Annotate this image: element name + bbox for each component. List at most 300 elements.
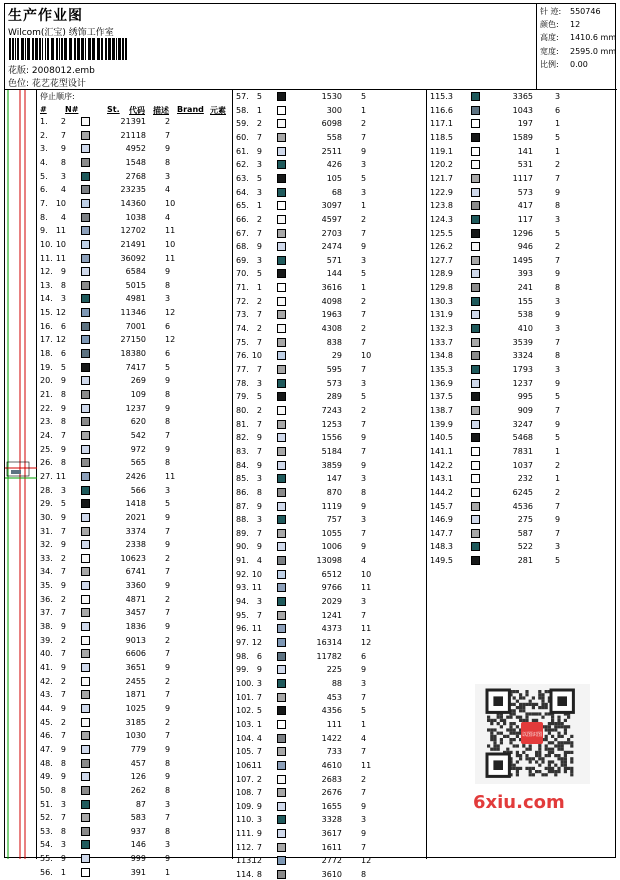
needle-number: 8 <box>447 283 453 293</box>
watermark-site: 6xiu.com <box>473 792 565 813</box>
needle-number: 12 <box>251 856 262 866</box>
color-swatch <box>81 199 90 208</box>
needle-number: 7 <box>60 430 66 440</box>
stitch-count: 2683 <box>321 774 342 784</box>
needle-number: 5 <box>60 362 66 372</box>
stop-index: 29. <box>40 499 53 509</box>
stop-index: 26. <box>40 458 53 468</box>
needle-number: 8 <box>60 157 66 167</box>
color-swatch <box>471 447 480 456</box>
stitch-count: 2029 <box>321 597 342 607</box>
needle-number: 8 <box>60 458 66 468</box>
stop-index: 1. <box>40 117 48 126</box>
needle-number: 10 <box>251 569 262 579</box>
color-code: 3 <box>555 542 561 552</box>
stop-index: 121. <box>430 173 448 183</box>
table-row <box>233 623 426 634</box>
color-code: 7 <box>165 430 171 440</box>
table-row <box>427 323 617 334</box>
stitch-count: 573 <box>326 378 342 388</box>
table-row <box>233 228 426 239</box>
stitch-count: 12702 <box>120 226 146 236</box>
table-row <box>233 569 426 580</box>
table-row <box>233 733 426 744</box>
color-swatch <box>277 201 286 210</box>
color-code: 7 <box>361 747 367 757</box>
needle-number: 7 <box>256 365 262 374</box>
color-swatch <box>81 581 90 590</box>
color-code: 5 <box>555 433 561 443</box>
stitches-row <box>540 5 617 18</box>
color-code: 7 <box>361 419 367 429</box>
needle-number: 2 <box>256 324 262 334</box>
color-code: 1 <box>361 283 367 293</box>
stitch-count: 4981 <box>125 294 146 304</box>
needle-number: 1 <box>256 105 262 115</box>
table-row <box>427 419 617 430</box>
color-code: 7 <box>165 649 171 659</box>
table-row <box>233 187 426 198</box>
stop-index: 31. <box>40 526 53 536</box>
stitch-count: 3328 <box>321 815 342 825</box>
color-code: 9 <box>555 419 561 429</box>
needle-number: 9 <box>447 310 453 320</box>
stitch-count: 1237 <box>125 403 146 413</box>
needle-number: 4 <box>60 185 66 195</box>
table-row <box>37 566 232 577</box>
stop-index: 143. <box>430 474 448 484</box>
table-row <box>233 842 426 853</box>
needle-number: 3 <box>447 542 453 552</box>
color-swatch <box>471 106 480 115</box>
color-swatch <box>81 677 90 686</box>
stop-index: 40. <box>40 649 53 659</box>
stitch-count: 117 <box>517 214 533 224</box>
stop-index: 102. <box>236 706 254 716</box>
table-row <box>37 157 232 168</box>
stop-index: 91. <box>236 556 249 566</box>
studio-name: Wilcom(汇宝) 绣饰工作室 <box>8 28 114 38</box>
table-row <box>37 662 232 673</box>
color-swatch <box>81 335 90 344</box>
stop-index: 35. <box>40 581 53 591</box>
color-code: 11 <box>165 471 176 481</box>
color-swatch <box>81 226 90 235</box>
color-code: 9 <box>361 146 367 156</box>
color-code: 1 <box>361 719 367 729</box>
stitch-count: 1253 <box>321 419 342 429</box>
color-code: 10 <box>361 351 372 361</box>
color-code: 6 <box>165 321 171 331</box>
color-code: 5 <box>361 706 367 716</box>
color-swatch <box>81 636 90 645</box>
color-code: 1 <box>555 474 561 484</box>
table-row <box>37 130 232 141</box>
color-swatch <box>277 379 286 388</box>
width-label: 宽度: <box>540 46 559 56</box>
header-brand: Brand <box>177 105 204 114</box>
color-swatch <box>277 147 286 156</box>
color-code: 7 <box>165 608 171 618</box>
color-swatch <box>277 283 286 292</box>
color-code: 7 <box>361 310 367 320</box>
color-swatch <box>277 256 286 265</box>
needle-number: 12 <box>55 308 66 318</box>
color-swatch <box>81 486 90 495</box>
stitch-count: 3539 <box>512 337 533 347</box>
color-code: 7 <box>361 132 367 142</box>
color-code: 3 <box>361 597 367 607</box>
stitch-count: 10623 <box>120 553 146 563</box>
color-swatch <box>81 608 90 617</box>
stop-index: 93. <box>236 583 249 593</box>
color-code: 7 <box>555 501 561 511</box>
stitch-count: 1530 <box>321 92 342 101</box>
table-row <box>37 607 232 618</box>
stop-index: 49. <box>40 772 53 782</box>
table-row <box>233 637 426 648</box>
color-swatch <box>81 622 90 631</box>
color-code: 9 <box>361 460 367 470</box>
color-code: 8 <box>361 870 367 880</box>
needle-number: 9 <box>60 512 66 522</box>
stitch-count: 5468 <box>512 433 533 443</box>
stop-index: 142. <box>430 460 448 470</box>
table-row <box>233 528 426 539</box>
stop-index: 69. <box>236 255 249 265</box>
needle-number: 7 <box>447 501 453 511</box>
color-code: 6 <box>165 349 171 359</box>
stitch-count: 147 <box>326 474 342 484</box>
stitch-count: 232 <box>517 474 533 484</box>
color-swatch <box>471 433 480 442</box>
stitch-count: 5015 <box>125 280 146 290</box>
needle-number: 4 <box>60 212 66 222</box>
needle-number: 5 <box>60 499 66 509</box>
stop-index: 115. <box>430 92 448 101</box>
stop-index: 86. <box>236 487 249 497</box>
color-swatch <box>471 379 480 388</box>
needle-number: 9 <box>447 269 453 279</box>
color-swatch <box>81 663 90 672</box>
needle-number: 2 <box>447 460 453 470</box>
color-swatch <box>277 870 286 879</box>
needle-number: 3 <box>60 294 66 304</box>
stop-index: 122. <box>430 187 448 197</box>
table-row <box>37 253 232 264</box>
color-swatch <box>471 297 480 306</box>
needle-number: 1 <box>447 446 453 456</box>
color-code: 4 <box>361 556 367 566</box>
stitch-count: 583 <box>130 813 146 823</box>
color-swatch <box>277 815 286 824</box>
table-row <box>427 378 617 389</box>
stitch-count: 6741 <box>125 567 146 577</box>
color-code: 8 <box>555 351 561 361</box>
color-code: 5 <box>361 392 367 402</box>
needle-number: 9 <box>60 403 66 413</box>
color-swatch <box>81 431 90 440</box>
stitch-count: 1963 <box>321 310 342 320</box>
stop-index: 68. <box>236 242 249 252</box>
stitch-count: 573 <box>517 187 533 197</box>
stitch-count: 1043 <box>512 105 533 115</box>
stitch-count: 4597 <box>321 214 342 224</box>
color-code: 8 <box>361 487 367 497</box>
color-swatch <box>471 133 480 142</box>
color-swatch <box>81 813 90 822</box>
table-row <box>37 348 232 359</box>
scale-value: 0.00 <box>570 59 588 69</box>
stop-index: 11. <box>40 253 53 263</box>
stitch-count: 126 <box>130 772 146 782</box>
stitch-count: 269 <box>130 376 146 386</box>
stitch-count: 558 <box>326 132 342 142</box>
color-code: 11 <box>361 624 372 634</box>
color-code: 9 <box>165 581 171 591</box>
stitch-count: 7243 <box>321 405 342 415</box>
table-row <box>427 159 617 170</box>
table-row <box>427 555 617 566</box>
color-swatch <box>277 324 286 333</box>
color-swatch <box>81 800 90 809</box>
table-row <box>37 703 232 714</box>
stop-index: 145. <box>430 501 448 511</box>
table-row <box>233 678 426 689</box>
color-code: 9 <box>165 772 171 782</box>
table-row <box>233 774 426 785</box>
stitch-count: 733 <box>326 747 342 757</box>
color-code: 3 <box>555 365 561 374</box>
color-code: 9 <box>361 801 367 811</box>
table-row <box>37 430 232 441</box>
stitch-count: 1495 <box>512 255 533 265</box>
barcode <box>9 38 129 60</box>
stitch-count: 1296 <box>512 228 533 238</box>
color-swatch <box>277 665 286 674</box>
design-line <box>8 63 95 76</box>
color-code: 9 <box>361 433 367 443</box>
needle-number: 7 <box>60 649 66 659</box>
colorway-label: 色位: <box>8 79 30 89</box>
stop-index: 129. <box>430 283 448 293</box>
color-swatch <box>277 488 286 497</box>
needle-number: 7 <box>256 310 262 320</box>
color-swatch <box>471 269 480 278</box>
needle-number: 3 <box>60 840 66 850</box>
stop-index: 73. <box>236 310 249 320</box>
needle-number: 9 <box>256 801 262 811</box>
table-row <box>233 555 426 566</box>
needle-number: 3 <box>256 678 262 688</box>
stitch-count: 1119 <box>321 501 342 511</box>
needle-number: 9 <box>256 242 262 252</box>
table-row <box>233 801 426 812</box>
color-code: 7 <box>555 173 561 183</box>
color-swatch <box>81 595 90 604</box>
color-swatch <box>471 392 480 401</box>
color-code: 11 <box>361 760 372 770</box>
needle-number: 2 <box>256 296 262 306</box>
stitch-count: 18380 <box>120 349 146 359</box>
table-row <box>233 282 426 293</box>
table-row <box>233 582 426 593</box>
stop-index: 62. <box>236 160 249 170</box>
table-row <box>37 758 232 769</box>
color-code: 9 <box>555 515 561 525</box>
stitch-count: 3617 <box>321 829 342 839</box>
table-row <box>233 309 426 320</box>
stitch-count: 197 <box>517 119 533 129</box>
needle-number: 9 <box>256 829 262 839</box>
stitch-count: 2768 <box>125 171 146 181</box>
stitch-count: 757 <box>326 515 342 525</box>
stitch-count: 275 <box>517 515 533 525</box>
needle-number: 9 <box>256 433 262 443</box>
design-value: 2008012.emb <box>31 66 95 76</box>
needle-number: 8 <box>256 487 262 497</box>
stop-index: 10. <box>40 239 53 249</box>
color-swatch <box>277 269 286 278</box>
stitch-count: 1418 <box>125 499 146 509</box>
sheet-header <box>5 4 617 90</box>
color-code: 9 <box>165 854 171 864</box>
color-swatch <box>277 174 286 183</box>
color-code: 10 <box>165 239 176 249</box>
stop-index: 56. <box>40 867 53 877</box>
color-swatch <box>277 365 286 374</box>
color-swatch <box>81 240 90 249</box>
table-row <box>233 501 426 512</box>
stop-index: 106. <box>236 760 254 770</box>
color-code: 1 <box>555 146 561 156</box>
needle-number: 9 <box>256 460 262 470</box>
color-swatch <box>277 106 286 115</box>
color-swatch <box>277 542 286 551</box>
table-row <box>233 664 426 675</box>
color-code: 3 <box>555 296 561 306</box>
stitch-count: 1117 <box>512 173 533 183</box>
color-code: 6 <box>361 651 367 661</box>
color-swatch <box>277 447 286 456</box>
stop-index: 27. <box>40 471 53 481</box>
stitch-count: 937 <box>130 826 146 836</box>
color-code: 9 <box>361 665 367 675</box>
stop-index: 14. <box>40 294 53 304</box>
stop-index: 58. <box>236 105 249 115</box>
stop-index: 80. <box>236 405 249 415</box>
stop-index: 107. <box>236 774 254 784</box>
color-code: 7 <box>165 130 171 140</box>
color-code: 9 <box>165 540 171 550</box>
needle-number: 11 <box>55 226 66 236</box>
table-row <box>233 241 426 252</box>
stop-index: 19. <box>40 362 53 372</box>
stitch-count: 7001 <box>125 321 146 331</box>
stitch-count: 779 <box>130 744 146 754</box>
needle-number: 9 <box>60 376 66 386</box>
table-row <box>233 692 426 703</box>
color-swatch <box>471 474 480 483</box>
stop-index: 28. <box>40 485 53 495</box>
table-row <box>37 485 232 496</box>
color-swatch <box>81 281 90 290</box>
table-row <box>233 869 426 880</box>
color-code: 7 <box>361 788 367 798</box>
stitch-count: 4356 <box>321 706 342 716</box>
needle-number: 1 <box>256 201 262 211</box>
stitch-count: 457 <box>130 758 146 768</box>
color-swatch <box>471 160 480 169</box>
stop-index: 139. <box>430 419 448 429</box>
color-swatch <box>277 229 286 238</box>
needle-number: 4 <box>256 556 262 566</box>
needle-number: 9 <box>447 187 453 197</box>
table-row <box>37 403 232 414</box>
height-value: 1410.6 mm <box>570 33 617 43</box>
color-swatch <box>277 843 286 852</box>
color-code: 9 <box>165 403 171 413</box>
table-row <box>427 432 617 443</box>
color-swatch <box>277 638 286 647</box>
stitch-count: 3365 <box>512 92 533 101</box>
stitch-count: 1241 <box>321 610 342 620</box>
stitch-count: 27150 <box>120 335 146 345</box>
stitch-count: 2703 <box>321 228 342 238</box>
stop-index: 133. <box>430 337 448 347</box>
table-row <box>427 187 617 198</box>
color-code: 9 <box>165 144 171 154</box>
table-row <box>427 541 617 552</box>
color-code: 9 <box>555 269 561 279</box>
stop-index: 134. <box>430 351 448 361</box>
color-code: 5 <box>165 362 171 372</box>
stitch-count: 11346 <box>120 308 146 318</box>
stitch-count: 5184 <box>321 446 342 456</box>
needle-number: 11 <box>55 471 66 481</box>
stitch-count: 88 <box>331 678 342 688</box>
stop-index: 55. <box>40 854 53 864</box>
color-swatch <box>277 747 286 756</box>
stop-index: 17. <box>40 335 53 345</box>
stitch-count: 3457 <box>125 608 146 618</box>
stitch-count: 21391 <box>120 117 146 126</box>
table-row <box>37 553 232 564</box>
stop-index: 57. <box>236 92 249 101</box>
color-code: 2 <box>555 160 561 170</box>
stop-index: 132. <box>430 324 448 334</box>
color-code: 2 <box>361 405 367 415</box>
needle-number: 7 <box>60 526 66 536</box>
table-row <box>37 635 232 646</box>
needle-number: 8 <box>60 280 66 290</box>
color-swatch <box>471 201 480 210</box>
stitch-count: 1038 <box>125 212 146 222</box>
table-row <box>37 143 232 154</box>
color-swatch <box>471 242 480 251</box>
color-code: 3 <box>165 799 171 809</box>
needle-number: 7 <box>256 788 262 798</box>
stop-index: 148. <box>430 542 448 552</box>
table-row <box>427 132 617 143</box>
needle-number: 5 <box>447 433 453 443</box>
stop-index: 36. <box>40 594 53 604</box>
stop-index: 114. <box>236 870 254 880</box>
needle-number: 7 <box>256 132 262 142</box>
color-swatch <box>471 324 480 333</box>
stop-index: 124. <box>430 214 448 224</box>
needle-number: 9 <box>60 744 66 754</box>
